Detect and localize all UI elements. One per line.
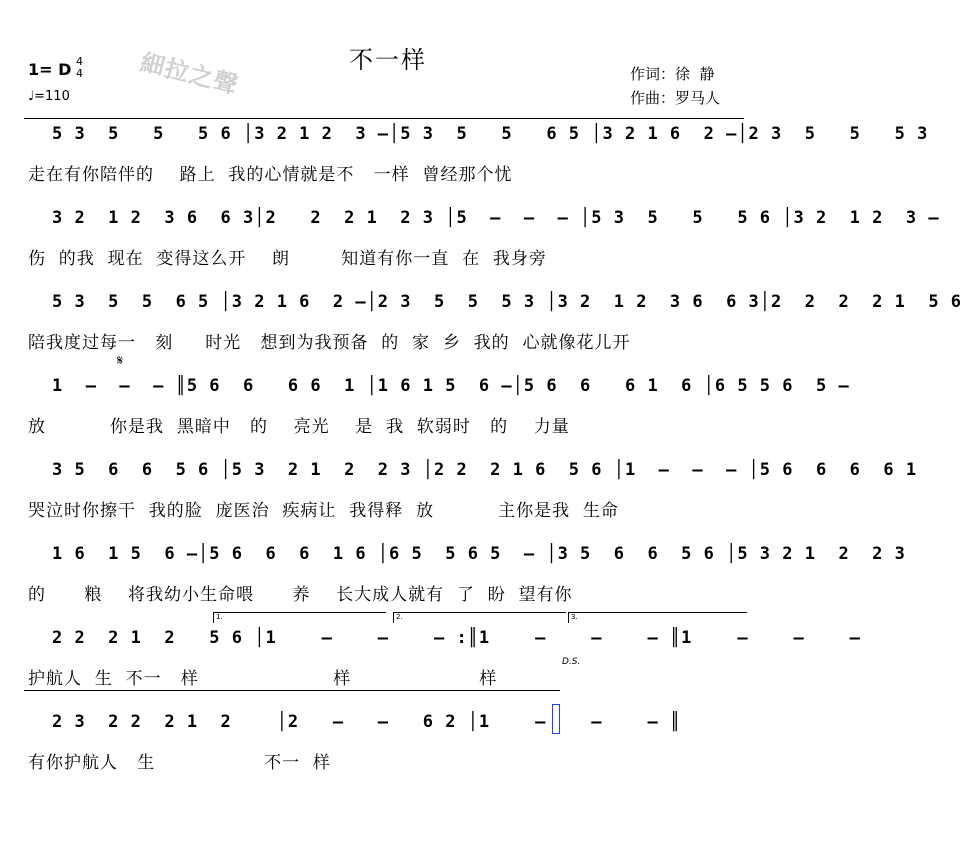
lyricist-credit: 作词：徐 静 — [630, 65, 715, 83]
notation-row-4 — [24, 376, 850, 402]
lyric-row-4: 放 你是我 黑暗中 的 亮光 是 我 软弱时 的 力量 — [28, 417, 570, 437]
final-barline — [552, 704, 560, 734]
staff-top-line — [24, 118, 744, 119]
song-title: 不一样 — [349, 46, 427, 74]
watermark-logo: 細拉之聲 — [137, 47, 242, 100]
notation-row-8 — [24, 712, 744, 738]
ending-line — [24, 690, 560, 691]
notation-row-1 — [24, 124, 929, 150]
time-signature-bottom: 4 — [76, 67, 83, 80]
coda-marker: D.S. — [562, 657, 581, 667]
volta-bracket-3: 3. — [568, 612, 747, 623]
volta-bracket-2: 2. — [393, 612, 566, 623]
time-signature — [76, 56, 83, 80]
lyric-row-5: 哭泣时你擦干 我的脸 庞医治 疾病让 我得释 放 主你是我 生命 — [28, 501, 619, 521]
lyric-row-7: 护航人 生 不一 样 样 样 — [28, 669, 498, 689]
notation-row-7 — [24, 628, 861, 654]
lyric-row-3: 陪我度过每一 刻 时光 想到为我预备 的 家 乡 我的 心就像花儿开 — [28, 333, 631, 353]
notation-row-notes: 5 3 5 5 6 5 │3 2 1 6 2 –│2 3 5 5 5 3 │3 2 1 2 3 6 6 3│2 2 2 2 1 5 6 — [52, 292, 962, 312]
credits — [630, 62, 720, 110]
segno-icon: 𝄋 — [117, 353, 124, 369]
time-signature-top: 4 — [76, 55, 83, 68]
composer-credit: 作曲：罗马人 — [630, 89, 721, 107]
lyric-row-1: 走在有你陪伴的 路上 我的心情就是不 一样 曾经那个忧 — [28, 165, 513, 185]
lyric-row-8: 有你护航人 生 不一 样 — [28, 753, 331, 773]
lyric-row-2: 伤 的我 现在 变得这么开 朗 知道有你一直 在 我身旁 — [28, 249, 547, 269]
notation-row-notes: 2 2 2 1 2 5 6 │1 – – – :║1 – – – ║1 – – – — [52, 628, 861, 648]
notation-row-notes: 3 5 6 6 5 6 │5 3 2 1 2 2 3 │2 2 2 1 6 5 6 │1 – – – │5 6 6 6 6 1 — [52, 460, 918, 480]
lyric-row-6: 的 粮 将我幼小生命喂 养 长大成人就有 了 盼 望有你 — [28, 585, 573, 605]
notation-row-notes: 5 3 5 5 5 6 │3 2 1 2 3 –│5 3 5 5 6 5 │3 2 1 6 2 –│2 3 5 5 5 3 — [52, 124, 929, 144]
notation-row-2 — [24, 208, 940, 234]
notation-row-notes: 1 – – – ║5 6 6 6 6 1 │1 6 1 5 6 –│5 6 6 6 1 6 │6 5 5 6 5 – — [52, 376, 850, 396]
key-signature: 1= D — [28, 60, 72, 79]
notation-row-3 — [24, 292, 962, 318]
volta-bracket-1: 1. — [213, 612, 386, 623]
notation-row-notes: 2 3 2 2 2 1 2 │2 – – 6 2 │1 – – – ║ — [52, 712, 682, 732]
notation-row-6 — [24, 544, 906, 570]
notation-row-notes: 1 6 1 5 6 –│5 6 6 6 1 6 │6 5 5 6 5 – │3 5 6 6 5 6 │5 3 2 1 2 2 3 — [52, 544, 906, 564]
notation-row-notes: 3 2 1 2 3 6 6 3│2 2 2 1 2 3 │5 – – – │5 3 5 5 5 6 │3 2 1 2 3 – — [52, 208, 940, 228]
tempo-marking: ♩=110 — [28, 89, 70, 104]
notation-row-5 — [24, 460, 918, 486]
